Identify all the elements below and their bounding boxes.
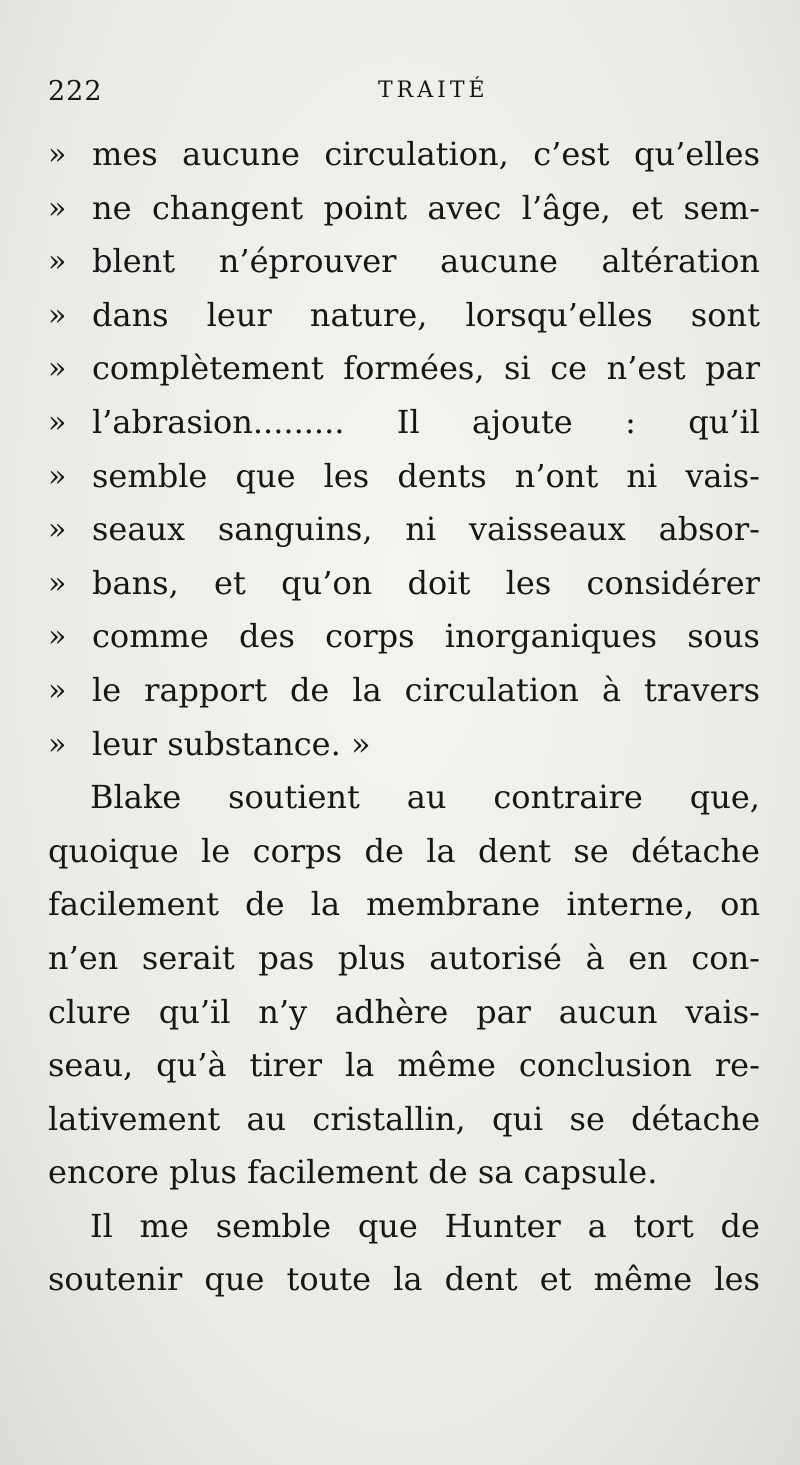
quoted-text-line: » comme des corps inorganiques sous: [48, 610, 760, 664]
quoted-text-line: » mes aucune circulation, c’est qu’elles: [48, 128, 760, 182]
quoted-text-line: » dans leur nature, lorsqu’elles sont: [48, 289, 760, 343]
text-line: soutenir que toute la dent et même les: [48, 1260, 760, 1299]
text-line: facilement de la membrane interne, on: [48, 885, 760, 924]
quoted-text-line: » semble que les dents n’ont ni vais-: [48, 450, 760, 504]
quoted-text-line: » ne changent point avec l’âge, et sem-: [48, 182, 760, 236]
text-line: Blake soutient au contraire que,: [90, 778, 760, 817]
quoted-text-line: » seaux sanguins, ni vaisseaux absor-: [48, 503, 760, 557]
page-number: 222: [48, 76, 103, 107]
text-line: clure qu’il n’y adhère par aucun vais-: [48, 992, 760, 1031]
text-line: seau, qu’à tirer la même conclusion re-: [48, 1046, 760, 1085]
quoted-text-line: » le rapport de la circulation à travers: [48, 664, 760, 718]
text-line: n’en serait pas plus autorisé à en con-: [48, 938, 760, 977]
running-title: TRAITÉ: [378, 78, 489, 103]
quoted-text-line: » complètement formées, si ce n’est par: [48, 342, 760, 396]
body-text: [48, 128, 760, 1307]
text-line: encore plus facilement de sa capsule.: [48, 1153, 658, 1192]
running-head: [48, 72, 758, 112]
text-line: lativement au cristallin, qui se détache: [48, 1099, 760, 1138]
text-line: quoique le corps de la dent se détache: [48, 831, 760, 870]
quoted-text-line: » blent n’éprouver aucune altération: [48, 235, 760, 289]
quoted-text-line: » leur substance. »: [48, 718, 760, 772]
quoted-text-line: » bans, et qu’on doit les considérer: [48, 557, 760, 611]
text-line: Il me semble que Hunter a tort de: [90, 1206, 760, 1245]
quoted-text-line: » l’abrasion......... Il ajoute : qu’il: [48, 396, 760, 450]
